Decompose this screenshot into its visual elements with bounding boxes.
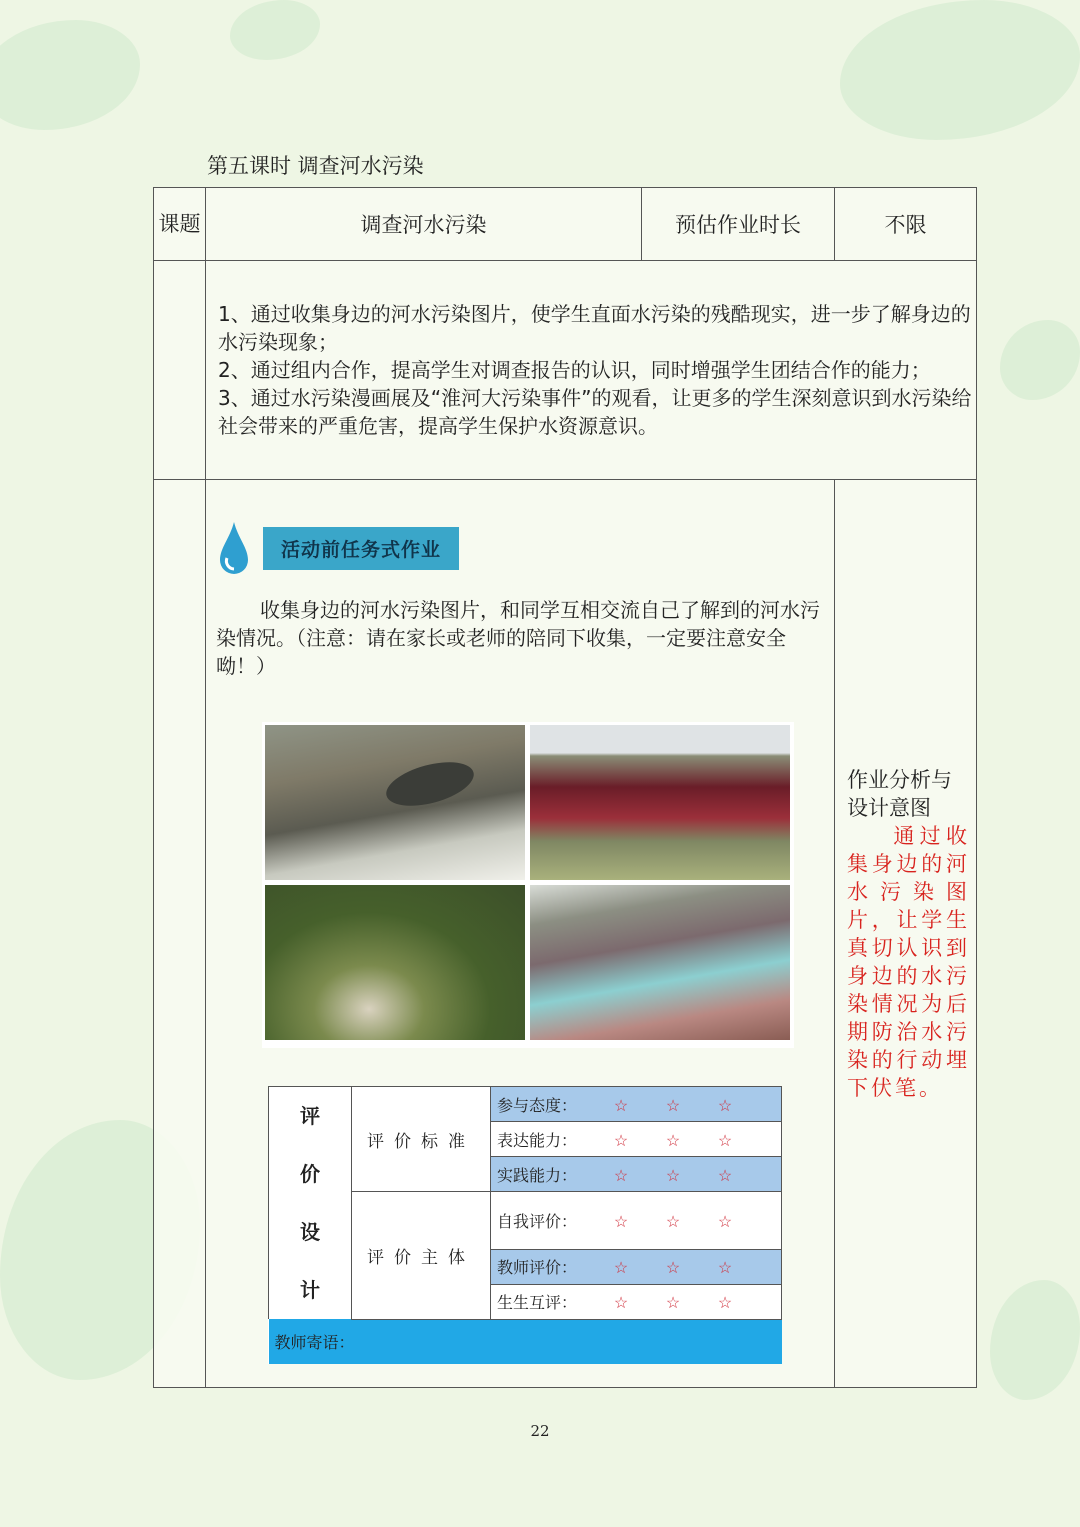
subject-group-label: 评价主体 (352, 1192, 491, 1320)
water-drop-icon (218, 520, 250, 576)
activity-header (218, 520, 459, 576)
star-icon[interactable]: ☆ (717, 1293, 733, 1312)
content-label-cell (154, 480, 206, 1388)
star-icon[interactable]: ☆ (717, 1165, 733, 1185)
page-number: 22 (530, 1422, 550, 1440)
subject-row: 自我评价： ☆ ☆ ☆ (491, 1192, 782, 1250)
goal-item: 1、通过收集身边的河水污染图片，使学生直面水污染的残酷现实，进一步了解身边的水污染现象； (218, 302, 971, 354)
leaf-decoration (840, 0, 1080, 140)
pollution-photo-pipe (265, 725, 525, 880)
activity-label: 活动前任务式作业 (263, 527, 459, 570)
activity-cell (206, 480, 835, 1388)
subject-row: 教师评价： ☆ ☆ ☆ (491, 1249, 782, 1284)
star-icon[interactable]: ☆ (613, 1095, 629, 1115)
analysis-cell (835, 480, 977, 1388)
star-icon[interactable]: ☆ (613, 1165, 629, 1185)
goals-cell (206, 261, 977, 480)
time-label: 预估作业时长 (642, 188, 835, 261)
pollution-photo-grid (262, 722, 794, 1048)
analysis-text: 通过收集身边的河水污染图片，让学生真切认识到身边的水污染情况为后期防治水污染的行动埋下伏笔。 (847, 823, 970, 1100)
lesson-table (153, 187, 977, 1388)
star-icon[interactable]: ☆ (717, 1130, 733, 1150)
leaf-decoration (0, 20, 140, 130)
star-icon[interactable]: ☆ (613, 1211, 629, 1231)
lesson-title: 第五课时 调查河水污染 (207, 154, 424, 178)
star-icon[interactable]: ☆ (665, 1211, 681, 1231)
leaf-decoration (230, 0, 320, 60)
star-icon[interactable]: ☆ (665, 1130, 681, 1150)
pollution-photo-garbage (530, 885, 790, 1040)
subject-row: 生生互评： ☆ ☆ ☆ (491, 1284, 782, 1319)
star-icon[interactable]: ☆ (717, 1095, 733, 1115)
evaluation-table (268, 1086, 782, 1364)
criteria-row: 参与态度： ☆ ☆ ☆ (491, 1087, 782, 1122)
analysis-title: 作业分析与设计意图 (847, 767, 952, 820)
star-icon[interactable]: ☆ (717, 1258, 733, 1277)
criteria-group-label: 评价标准 (352, 1087, 491, 1192)
criteria-row: 实践能力： ☆ ☆ ☆ (491, 1157, 782, 1192)
topic-label: 课题 (154, 188, 206, 261)
star-icon[interactable]: ☆ (613, 1258, 629, 1277)
topic-value: 调查河水污染 (206, 188, 642, 261)
time-value: 不限 (835, 188, 977, 261)
star-icon[interactable]: ☆ (717, 1211, 733, 1231)
leaf-decoration (990, 1280, 1080, 1400)
star-icon[interactable]: ☆ (665, 1165, 681, 1185)
leaf-decoration (1000, 320, 1080, 400)
goal-item: 3、通过水污染漫画展及“淮河大污染事件”的观看，让更多的学生深刻意识到水污染给社会带来的严重危害，提高学生保护水资源意识。 (218, 386, 972, 438)
star-icon[interactable]: ☆ (665, 1258, 681, 1277)
goals-label-cell (154, 261, 206, 480)
criteria-row: 表达能力： ☆ ☆ ☆ (491, 1122, 782, 1157)
star-icon[interactable]: ☆ (613, 1293, 629, 1312)
evaluation-side-label: 评 价 设 计 (269, 1087, 352, 1320)
star-icon[interactable]: ☆ (665, 1095, 681, 1115)
star-icon[interactable]: ☆ (665, 1293, 681, 1312)
star-icon[interactable]: ☆ (613, 1130, 629, 1150)
teacher-remark-field[interactable]: 教师寄语： (269, 1319, 782, 1364)
pollution-photo-red-river (530, 725, 790, 880)
goal-item: 2、通过组内合作，提高学生对调查报告的认识，同时增强学生团结合作的能力； (218, 358, 931, 382)
task-text: 收集身边的河水污染图片，和同学互相交流自己了解到的河水污染情况。（注意：请在家长或老师的陪同下收集，一定要注意安全呦！） (216, 598, 820, 678)
pollution-photo-dead-fish (265, 885, 525, 1040)
